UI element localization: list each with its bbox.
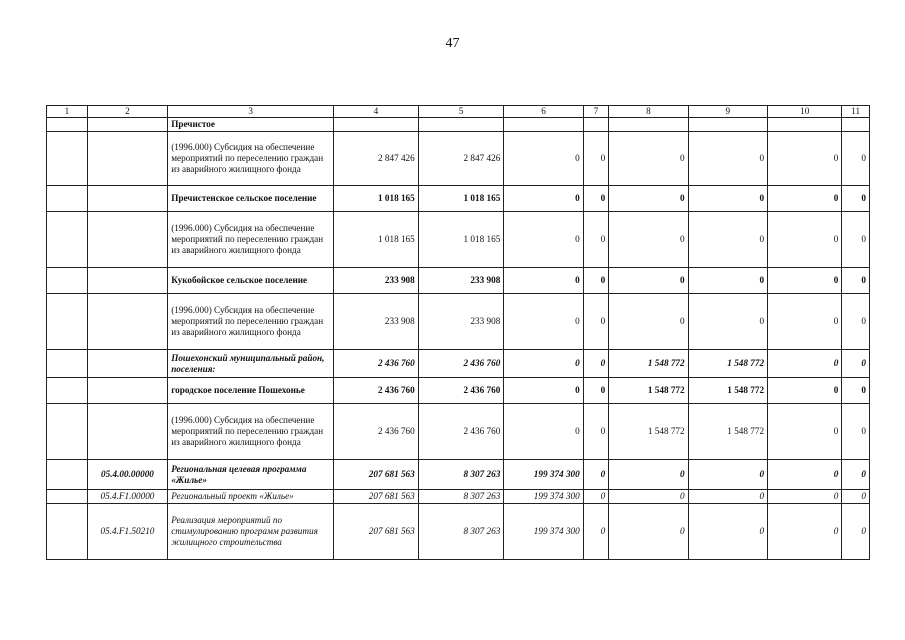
cell-regional: 2 436 760 [418,404,504,460]
cell-federal: 0 [504,378,583,404]
table-row [47,212,870,268]
cell-empty [47,504,88,560]
cell-code [87,118,167,132]
cell-total: 233 908 [334,268,419,294]
cell-total: 2 436 760 [334,350,419,378]
cell-regional: 1 018 165 [418,186,504,212]
column-header: 7 [583,106,608,118]
budget-table [46,105,870,560]
cell-empty [47,118,88,132]
cell-total: 207 681 563 [334,460,419,490]
column-header: 8 [609,106,688,118]
cell-code: 05.4.F1.50210 [87,504,167,560]
cell-col8: 1 548 772 [609,350,688,378]
cell-col8: 0 [609,460,688,490]
cell-name: Кукобойское сельское поселение [168,268,334,294]
cell-col10: 0 [768,268,842,294]
column-header: 9 [688,106,767,118]
cell-regional [418,118,504,132]
cell-col11 [842,118,870,132]
cell-empty [47,132,88,186]
table-row [47,268,870,294]
cell-empty [47,268,88,294]
header-row [47,106,870,118]
cell-col7: 0 [583,404,608,460]
column-header: 11 [842,106,870,118]
cell-col10: 0 [768,186,842,212]
cell-code [87,378,167,404]
cell-col10: 0 [768,504,842,560]
cell-col7: 0 [583,490,608,504]
cell-col7: 0 [583,350,608,378]
cell-col8: 0 [609,504,688,560]
cell-empty [47,378,88,404]
cell-regional: 8 307 263 [418,490,504,504]
table-row [47,118,870,132]
cell-code: 05.4.00.00000 [87,460,167,490]
cell-col9: 0 [688,268,767,294]
cell-col11: 0 [842,186,870,212]
cell-col9: 1 548 772 [688,404,767,460]
column-header: 10 [768,106,842,118]
cell-col11: 0 [842,404,870,460]
cell-code [87,350,167,378]
cell-col10: 0 [768,294,842,350]
cell-col8 [609,118,688,132]
cell-col7: 0 [583,504,608,560]
page-number: 47 [445,36,460,51]
cell-regional: 8 307 263 [418,460,504,490]
cell-col8: 0 [609,186,688,212]
cell-col7: 0 [583,460,608,490]
cell-col9: 0 [688,212,767,268]
cell-col7 [583,118,608,132]
cell-col7: 0 [583,186,608,212]
cell-col9: 1 548 772 [688,350,767,378]
cell-col8: 0 [609,490,688,504]
cell-col9: 0 [688,504,767,560]
cell-empty [47,460,88,490]
cell-col9: 0 [688,490,767,504]
cell-col10: 0 [768,350,842,378]
cell-total: 2 847 426 [334,132,419,186]
cell-name: Реализация мероприятий по стимулированию программ развития жилищного строительства [168,504,334,560]
cell-empty [47,404,88,460]
cell-col7: 0 [583,378,608,404]
column-header: 3 [168,106,334,118]
cell-total: 2 436 760 [334,404,419,460]
cell-total: 207 681 563 [334,504,419,560]
cell-regional: 1 018 165 [418,212,504,268]
cell-federal: 199 374 300 [504,504,583,560]
cell-col9: 0 [688,186,767,212]
cell-col8: 1 548 772 [609,404,688,460]
table-row [47,294,870,350]
column-header: 6 [504,106,583,118]
cell-col10: 0 [768,212,842,268]
cell-federal: 199 374 300 [504,490,583,504]
cell-name: городское поселение Пошехонье [168,378,334,404]
cell-col11: 0 [842,490,870,504]
cell-total: 207 681 563 [334,490,419,504]
cell-regional: 2 847 426 [418,132,504,186]
cell-federal: 0 [504,268,583,294]
cell-col11: 0 [842,350,870,378]
cell-name: Пошехонский муниципальный район, поселения: [168,350,334,378]
table-row [47,460,870,490]
cell-col8: 0 [609,294,688,350]
cell-code [87,404,167,460]
cell-empty [47,212,88,268]
cell-col9: 0 [688,460,767,490]
cell-col10: 0 [768,460,842,490]
cell-regional: 8 307 263 [418,504,504,560]
cell-col9: 1 548 772 [688,378,767,404]
table-row [47,404,870,460]
cell-regional: 233 908 [418,294,504,350]
cell-col11: 0 [842,268,870,294]
table-row [47,186,870,212]
column-header: 1 [47,106,88,118]
cell-federal: 0 [504,212,583,268]
cell-regional: 233 908 [418,268,504,294]
cell-empty [47,490,88,504]
cell-col9: 0 [688,294,767,350]
cell-regional: 2 436 760 [418,378,504,404]
cell-total: 233 908 [334,294,419,350]
cell-federal: 0 [504,294,583,350]
cell-name: Региональная целевая программа «Жилье» [168,460,334,490]
cell-code [87,132,167,186]
cell-total: 2 436 760 [334,378,419,404]
cell-col10 [768,118,842,132]
cell-col11: 0 [842,378,870,404]
cell-name: Региональный проект «Жилье» [168,490,334,504]
table-row [47,132,870,186]
cell-empty [47,186,88,212]
column-header: 5 [418,106,504,118]
cell-name: (1996.000) Субсидия на обеспечение мероприятий по переселению граждан из аварийного жилищного фонда [168,132,334,186]
cell-total: 1 018 165 [334,212,419,268]
table-body [47,118,870,560]
table-row [47,378,870,404]
cell-total: 1 018 165 [334,186,419,212]
cell-col11: 0 [842,504,870,560]
table-row [47,504,870,560]
cell-col9 [688,118,767,132]
cell-name: (1996.000) Субсидия на обеспечение мероприятий по переселению граждан из аварийного жилищного фонда [168,294,334,350]
cell-code [87,294,167,350]
cell-col11: 0 [842,212,870,268]
cell-col8: 0 [609,132,688,186]
cell-col7: 0 [583,294,608,350]
cell-code [87,186,167,212]
cell-col10: 0 [768,490,842,504]
cell-federal: 199 374 300 [504,460,583,490]
cell-name: (1996.000) Субсидия на обеспечение мероприятий по переселению граждан из аварийного жилищного фонда [168,404,334,460]
cell-col10: 0 [768,132,842,186]
cell-col7: 0 [583,268,608,294]
cell-name: Пречистенское сельское поселение [168,186,334,212]
column-header: 2 [87,106,167,118]
cell-col7: 0 [583,212,608,268]
cell-col10: 0 [768,404,842,460]
table-row [47,490,870,504]
column-header: 4 [334,106,419,118]
cell-federal [504,118,583,132]
cell-col10: 0 [768,378,842,404]
cell-col8: 0 [609,268,688,294]
cell-total [334,118,419,132]
cell-col11: 0 [842,460,870,490]
cell-code [87,212,167,268]
cell-regional: 2 436 760 [418,350,504,378]
cell-federal: 0 [504,404,583,460]
cell-code [87,268,167,294]
cell-federal: 0 [504,132,583,186]
cell-empty [47,350,88,378]
cell-col8: 0 [609,212,688,268]
cell-name: (1996.000) Субсидия на обеспечение мероприятий по переселению граждан из аварийного жилищного фонда [168,212,334,268]
cell-name: Пречистое [168,118,334,132]
cell-col11: 0 [842,294,870,350]
cell-col9: 0 [688,132,767,186]
cell-col8: 1 548 772 [609,378,688,404]
table-row [47,350,870,378]
cell-col11: 0 [842,132,870,186]
cell-col7: 0 [583,132,608,186]
cell-federal: 0 [504,186,583,212]
cell-code: 05.4.F1.00000 [87,490,167,504]
cell-federal: 0 [504,350,583,378]
cell-empty [47,294,88,350]
